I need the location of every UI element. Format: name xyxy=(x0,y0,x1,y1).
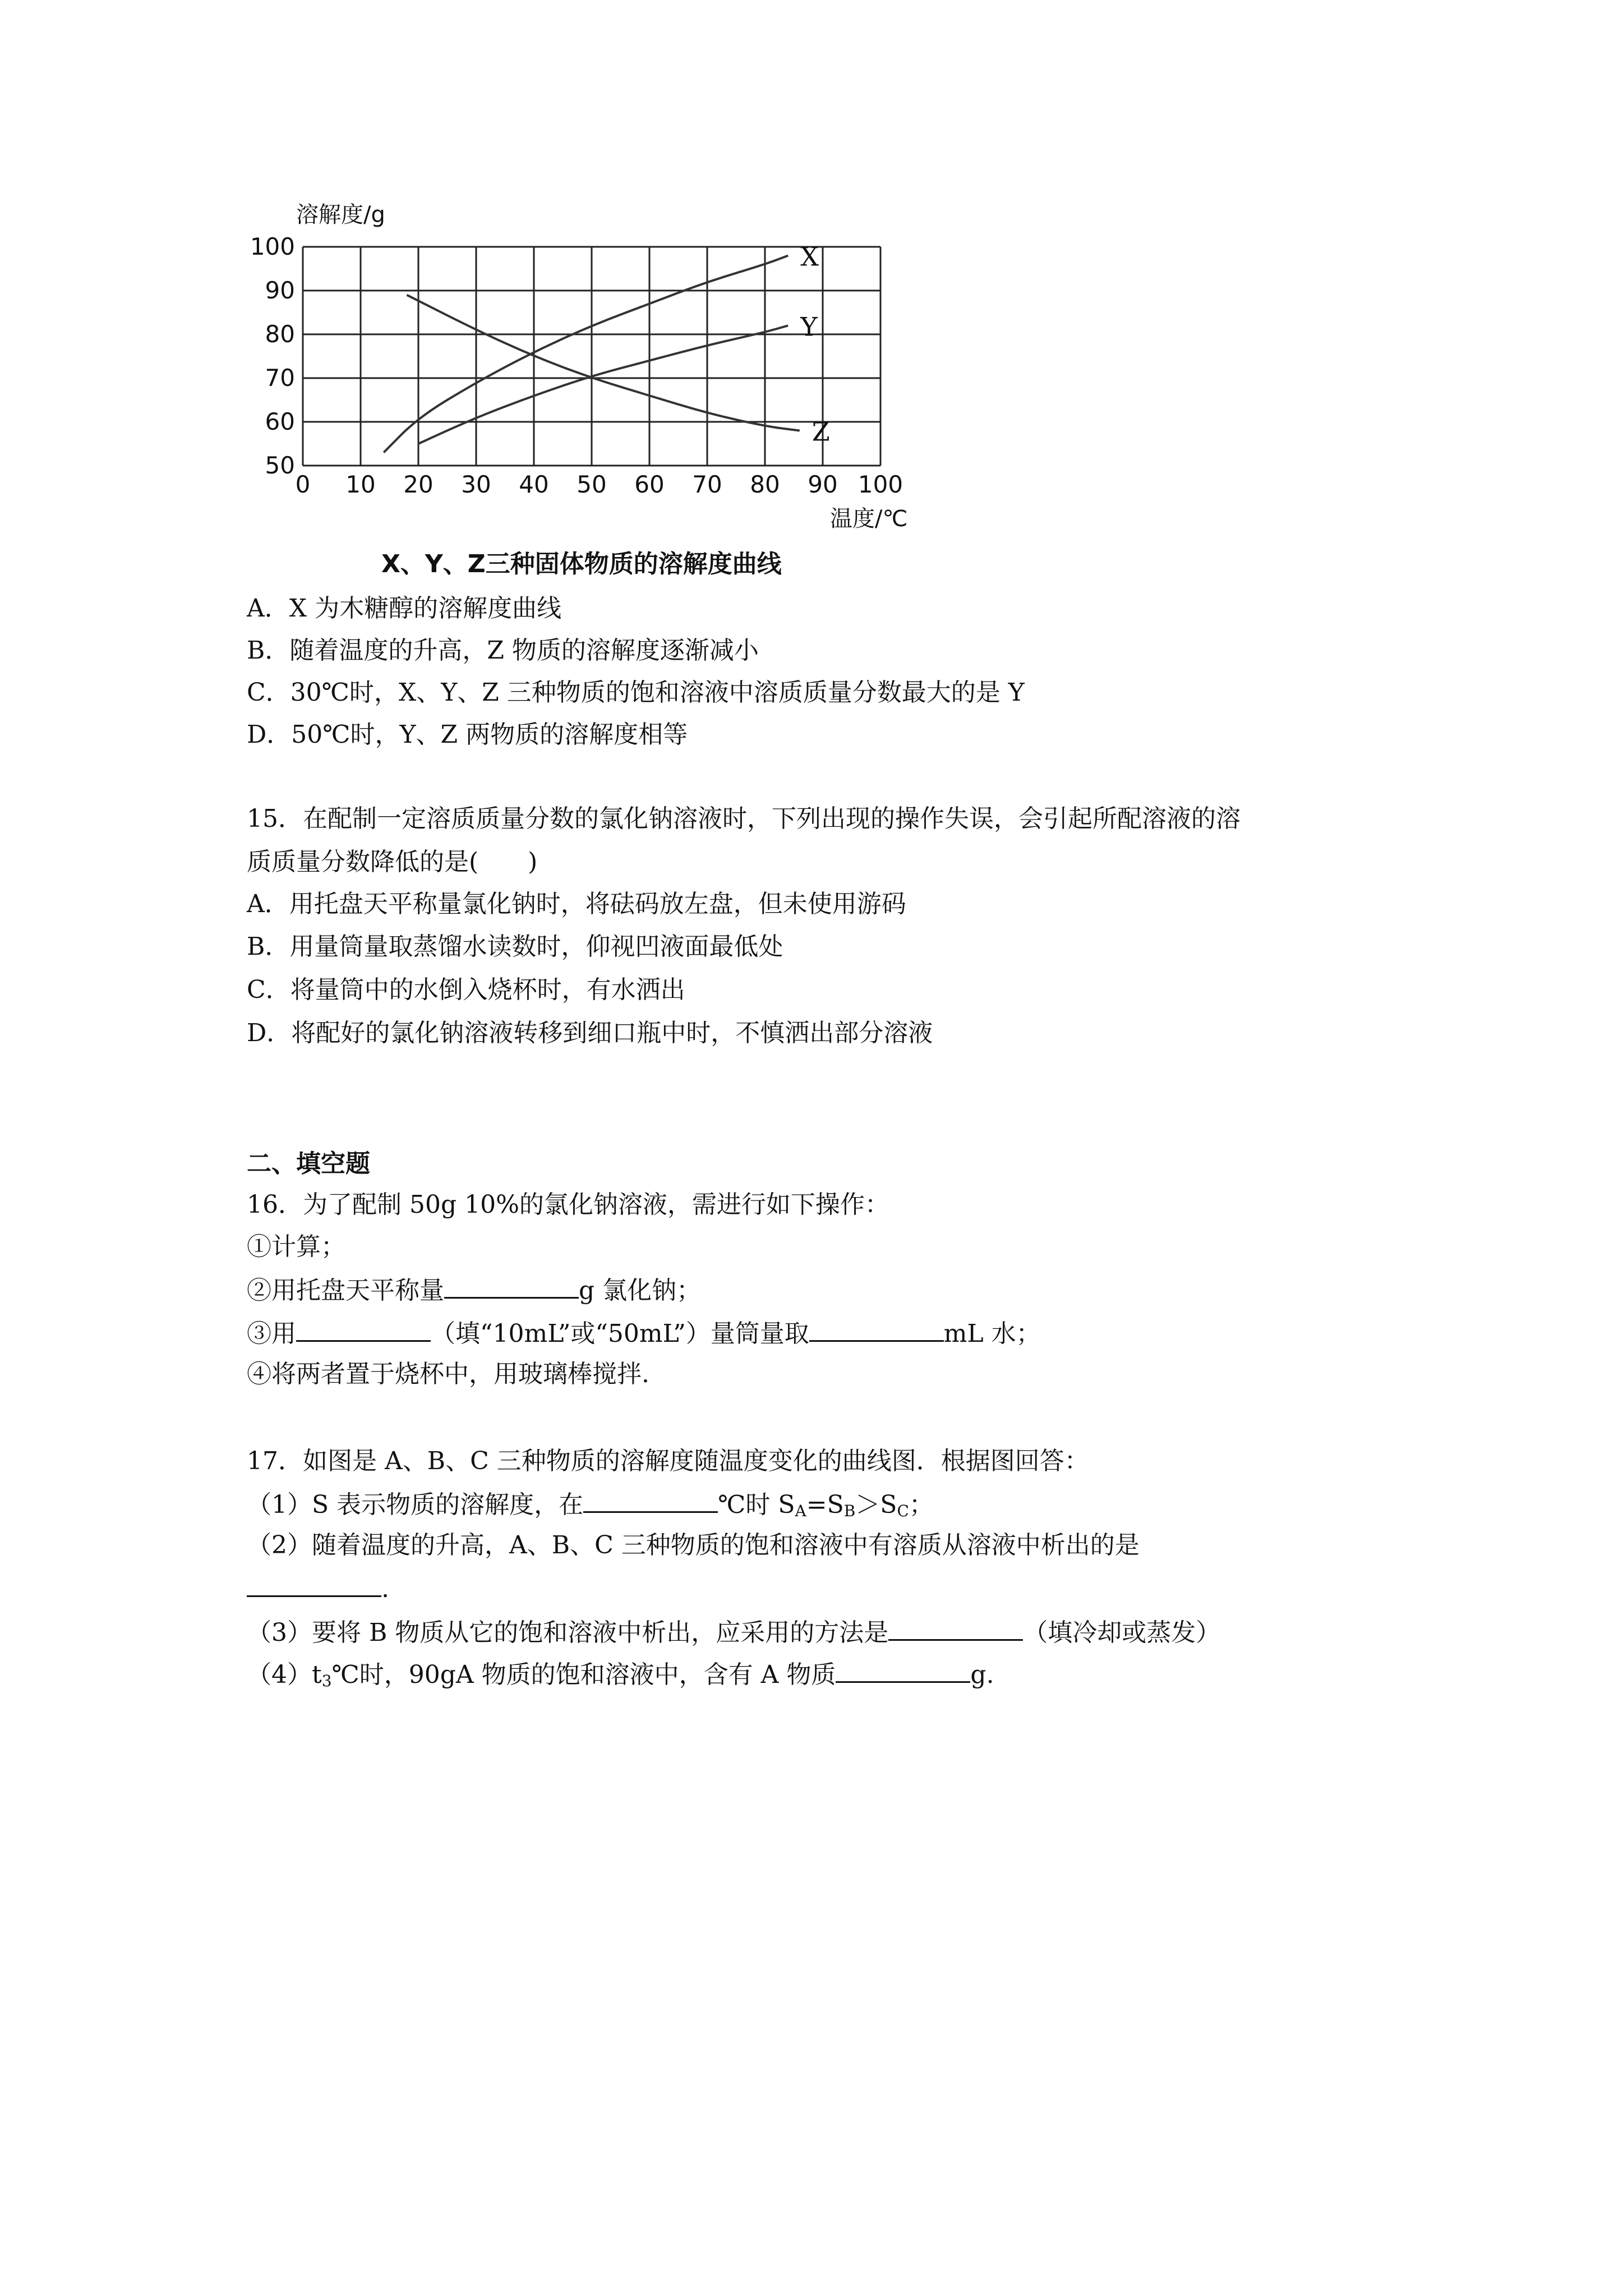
q17-part1-text-b: ℃时 S xyxy=(718,1490,795,1519)
q17-blank-temperature[interactable] xyxy=(583,1487,718,1513)
q14-option-c: C．30℃时，X、Y、Z 三种物质的饱和溶液中溶质质量分数最大的是 Y xyxy=(247,678,1025,707)
series-label-z: Z xyxy=(811,416,830,447)
section-title: 二、填空题 xyxy=(247,1149,370,1178)
q17-sub-c: C xyxy=(897,1502,909,1520)
q17-part1-text-d: ＞S xyxy=(855,1490,897,1519)
q16-step2 xyxy=(247,1272,701,1308)
x-tick-label: 100 xyxy=(857,471,903,498)
chart-title: X、Y、Z三种固体物质的溶解度曲线 xyxy=(381,550,782,578)
q16-step1: ①计算； xyxy=(247,1232,345,1261)
q16-step3-text-c: mL 水； xyxy=(943,1319,1041,1348)
y-tick-label: 60 xyxy=(265,408,295,435)
q17-part3-text-a: （3）要将 B 物质从它的饱和溶液中析出，应采用的方法是 xyxy=(247,1618,889,1647)
x-tick-label: 50 xyxy=(577,471,607,498)
x-tick-label: 60 xyxy=(634,471,665,498)
solubility-chart xyxy=(247,191,953,583)
x-tick-label: 10 xyxy=(345,471,376,498)
x-tick-label: 30 xyxy=(461,471,491,498)
y-tick-label: 80 xyxy=(265,320,295,348)
q14-option-a: A．X 为木糖醇的溶解度曲线 xyxy=(247,594,562,623)
q16-step2-text-b: g 氯化钠； xyxy=(579,1276,702,1305)
x-tick-label: 0 xyxy=(295,471,311,498)
q17-part1 xyxy=(247,1487,934,1528)
x-tick-label: 80 xyxy=(750,471,780,498)
x-tick-label: 20 xyxy=(403,471,434,498)
y-tick-label: 90 xyxy=(265,277,295,304)
q14-option-d: D．50℃时，Y、Z 两物质的溶解度相等 xyxy=(247,720,688,749)
q16-blank-cylinder[interactable] xyxy=(296,1315,431,1342)
q16-stem: 16．为了配制 50g 10%的氯化钠溶液，需进行如下操作： xyxy=(247,1190,889,1219)
x-tick-label: 40 xyxy=(519,471,549,498)
q17-part4-text-b: ℃时，90gA 物质的饱和溶液中，含有 A 物质 xyxy=(331,1660,836,1689)
q17-sub-b: B xyxy=(843,1502,856,1520)
series-line-x xyxy=(384,256,788,453)
q17-part4 xyxy=(247,1657,994,1698)
q17-part3 xyxy=(247,1614,1220,1650)
series-label-x: X xyxy=(800,241,819,272)
x-tick-label: 90 xyxy=(808,471,838,498)
y-tick-label: 50 xyxy=(265,452,295,479)
q15-stem-line1: 15．在配制一定溶质质量分数的氯化钠溶液时，下列出现的操作失误，会引起所配溶液的溶 xyxy=(247,804,1241,833)
chart-xlabel: 温度/℃ xyxy=(830,506,908,532)
q16-step2-text-a: ②用托盘天平称量 xyxy=(247,1276,444,1305)
q16-blank-volume[interactable] xyxy=(809,1315,944,1342)
q15-stem-line2: 质质量分数降低的是( ) xyxy=(247,848,538,876)
q17-blank-amount[interactable] xyxy=(836,1657,970,1683)
chart-ylabel: 溶解度/g xyxy=(296,202,385,228)
q16-step4: ④将两者置于烧杯中，用玻璃棒搅拌. xyxy=(247,1360,649,1388)
q17-blank-method[interactable] xyxy=(888,1614,1023,1641)
q17-part1-text-e: ； xyxy=(909,1490,934,1519)
q17-sub-a: A xyxy=(795,1502,806,1520)
q17-part2: （2）随着温度的升高，A、B、C 三种物质的饱和溶液中有溶质从溶液中析出的是 xyxy=(247,1531,1140,1559)
q17-blank-substance[interactable] xyxy=(247,1571,381,1597)
q17-part4-text-c: g. xyxy=(970,1660,994,1689)
q14-option-b: B．随着温度的升高，Z 物质的溶解度逐渐减小 xyxy=(247,636,759,665)
y-tick-label: 100 xyxy=(250,233,295,260)
series-label-y: Y xyxy=(800,311,818,342)
q15-option-d: D．将配好的氯化钠溶液转移到细口瓶中时，不慎洒出部分溶液 xyxy=(247,1019,933,1047)
q17-part3-text-b: （填冷却或蒸发） xyxy=(1023,1618,1221,1647)
q16-step3-text-b: （填“10mL”或“50mL”）量筒量取 xyxy=(431,1319,809,1348)
q17-part1-text-c: =S xyxy=(806,1490,844,1519)
x-tick-label: 70 xyxy=(692,471,722,498)
q17-part4-text-a: （4）t xyxy=(247,1660,322,1689)
q17-stem: 17．如图是 A、B、C 三种物质的溶解度随温度变化的曲线图．根据图回答： xyxy=(247,1447,1089,1475)
q16-step3 xyxy=(247,1315,1041,1351)
q17-part2-end: . xyxy=(381,1575,389,1603)
y-tick-label: 70 xyxy=(265,364,295,392)
q15-option-c: C．将量筒中的水倒入烧杯时，有水洒出 xyxy=(247,976,685,1004)
series-line-z xyxy=(407,295,799,431)
q16-step3-text-a: ③用 xyxy=(247,1319,296,1348)
q17-part2-answer xyxy=(247,1571,389,1606)
q17-part1-text-a: （1）S 表示物质的溶解度，在 xyxy=(247,1490,584,1519)
q15-option-b: B．用量筒量取蒸馏水读数时，仰视凹液面最低处 xyxy=(247,932,783,961)
q17-sub-3: 3 xyxy=(321,1672,332,1690)
q15-option-a: A．用托盘天平称量氯化钠时，将砝码放左盘，但未使用游码 xyxy=(247,890,906,918)
q16-blank-mass[interactable] xyxy=(444,1272,579,1299)
